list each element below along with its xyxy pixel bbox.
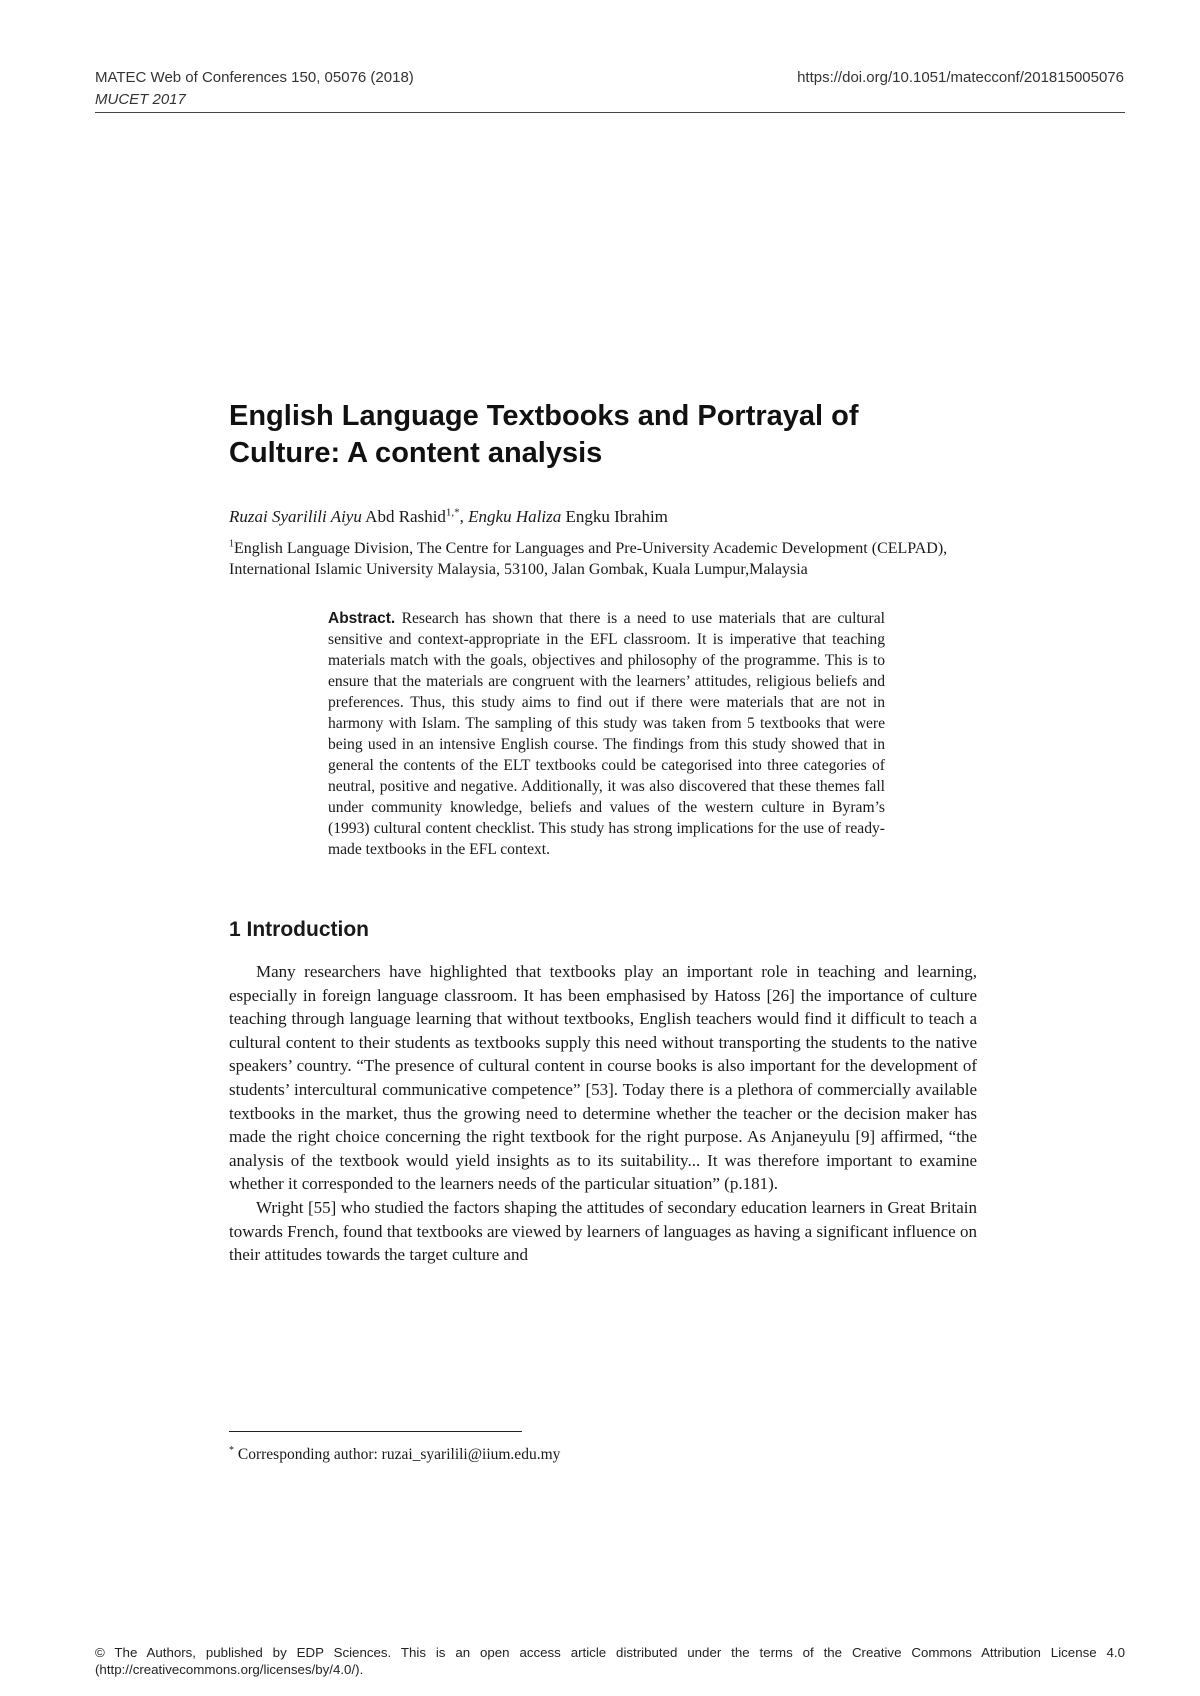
affiliation xyxy=(229,538,977,580)
header-divider xyxy=(95,112,1125,113)
footnote-text: Corresponding author: ruzai_syarilili@iium.edu.my xyxy=(234,1446,561,1463)
author-line xyxy=(229,506,977,528)
author-separator: , xyxy=(459,507,469,526)
paper-title: English Language Textbooks and Portrayal of Culture: A content analysis xyxy=(229,400,859,469)
author-1-surname: Abd Rashid xyxy=(365,507,446,526)
footnote xyxy=(229,1445,560,1465)
journal-name: MATEC Web of Conferences 150, 05076 (2018) xyxy=(95,69,414,86)
license-notice: © The Authors, published by EDP Sciences. This is an open access article distributed under the terms of the Creative Commons Attribution License 4.0 (http://creativecommons.org/licenses/by/4.0/). xyxy=(95,1645,1125,1677)
abstract-text: Research has shown that there is a need to use materials that are cultural sensitive and context-appropriate in the EFL classroom. It is imperative that teaching materials match with the goals, objectives and philosophy of the programme. This is to ensure that the materials are congruent with the learners’ attitudes, religious beliefs and preferences. Thus, this study aims to find out if there were materials that are not in harmony with Islam. The sampling of this study was taken from 5 textbooks that were being used in an intensive English course. The findings from this study showed that in general the contents of the ELT textbooks could be categorised into three categories of neutral, positive and negative. Additionally, it was also discovered that these themes fall under community knowledge, beliefs and values of the western culture in Byram’s (1993) cultural content checklist. This study has strong implications for the use of ready-made textbooks in the EFL context. xyxy=(328,610,885,858)
section-heading: 1 Introduction xyxy=(229,918,369,941)
author-1-marks: 1,* xyxy=(445,506,460,519)
doi-link[interactable]: https://doi.org/10.1051/matecconf/201815005076 xyxy=(797,69,1124,86)
body-paragraph-2: Wright [55] who studied the factors shaping the attitudes of secondary education learners in Great Britain towards French, found that textbooks are viewed by learners of languages as having a significant influence on their attitudes towards the target culture and xyxy=(229,1197,977,1265)
article-body xyxy=(229,398,977,1267)
abstract xyxy=(328,608,885,860)
footnote-divider xyxy=(229,1431,522,1432)
affiliation-text: English Language Division, The Centre for Languages and Pre-University Academic Development (CELPAD), International Islamic University Malaysia, 53100, Jalan Gombak, Kuala Lumpur,Malaysia xyxy=(229,540,948,578)
footnote-mark: * xyxy=(229,1444,234,1456)
author-2-surname: Engku Ibrahim xyxy=(565,507,668,526)
running-header-left xyxy=(95,67,414,111)
abstract-label: Abstract. xyxy=(328,610,396,627)
conference-name: MUCET 2017 xyxy=(95,91,186,108)
body-paragraph-1: Many researchers have highlighted that textbooks play an important role in teaching and learning, especially in foreign language classroom. It has been emphasised by Hatoss [26] the importance of culture teaching through language learning that without textbooks, English teachers would find it difficult to teach a cultural content to their students as textbooks supply this need without transporting the students to the native speakers’ country. “The presence of cultural content in course books is also important for the development of students’ intercultural communicative competence” [53]. Today there is a plethora of commercially available textbooks in the market, thus the growing need to determine whether the teacher or the decision maker has made the right choice concerning the right textbook for the right purpose. As Anjaneyulu [9] affirmed, “the analysis of the textbook would yield insights as to its suitability... It was therefore important to examine whether it corresponded to the learners needs of the particular situation” (p.181). xyxy=(229,962,977,1194)
affiliation-mark: 1 xyxy=(229,538,234,550)
author-2-given-name: Engku Haliza xyxy=(468,507,562,526)
author-1-given-name: Ruzai Syarilili Aiyu xyxy=(229,507,362,526)
